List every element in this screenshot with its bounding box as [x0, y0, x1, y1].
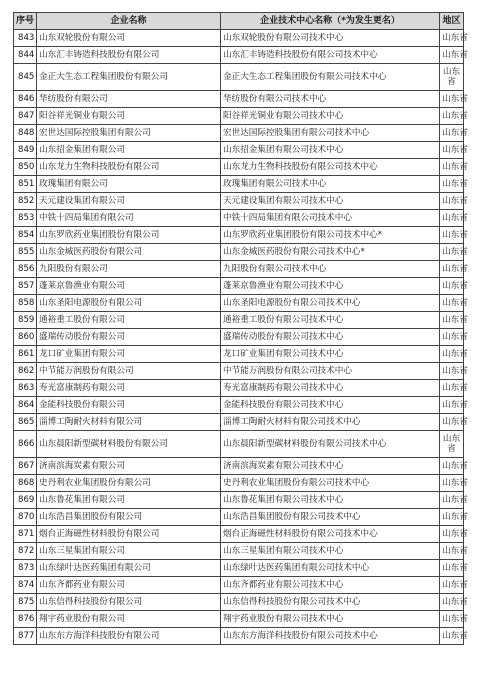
table-row	[14, 227, 464, 244]
table-row	[14, 261, 464, 278]
cell-region: 山东省	[440, 210, 464, 227]
table-row	[14, 142, 464, 159]
cell-company: 山东龙力生物科技股份有限公司	[37, 159, 221, 176]
table-row	[14, 628, 464, 645]
cell-region: 山东省	[440, 397, 464, 414]
cell-center: 中铁十四局集团有限公司技术中心	[221, 210, 440, 227]
cell-seq: 865	[14, 414, 37, 431]
cell-center: 山东罗欣药业集团股份有限公司技术中心*	[221, 227, 440, 244]
table-row	[14, 526, 464, 543]
table-row	[14, 30, 464, 47]
cell-seq: 859	[14, 312, 37, 329]
cell-center: 山东汇丰铸造科技股份有限公司技术中心	[221, 47, 440, 64]
cell-region: 山东省	[440, 475, 464, 492]
cell-seq: 849	[14, 142, 37, 159]
cell-region: 山东省	[440, 125, 464, 142]
cell-center: 天元建设集团有限公司技术中心	[221, 193, 440, 210]
cell-region: 山东省	[440, 380, 464, 397]
cell-center: 阳谷祥光铜业有限公司技术中心	[221, 108, 440, 125]
cell-company: 山东汇丰铸造科技股份有限公司	[37, 47, 221, 64]
cell-center: 山东绿叶达医药集团有限公司技术中心	[221, 560, 440, 577]
cell-company: 天元建设集团有限公司	[37, 193, 221, 210]
cell-seq: 864	[14, 397, 37, 414]
cell-company: 蓬莱京鲁渔业有限公司	[37, 278, 221, 295]
cell-company: 山东金城医药股份有限公司	[37, 244, 221, 261]
cell-region: 山东省	[440, 244, 464, 261]
table-row	[14, 312, 464, 329]
cell-center: 山东双轮股份有限公司技术中心	[221, 30, 440, 47]
cell-company: 龙口矿业集团有限公司	[37, 346, 221, 363]
cell-company: 山东双轮股份有限公司	[37, 30, 221, 47]
cell-center: 山东金城医药股份有限公司技术中心*	[221, 244, 440, 261]
table-row	[14, 560, 464, 577]
header-region: 地区	[440, 13, 464, 30]
cell-center: 山东招金集团有限公司技术中心	[221, 142, 440, 159]
cell-region: 山东省	[440, 431, 464, 458]
cell-company: 中节能万润股份有限公司	[37, 363, 221, 380]
cell-region: 山东省	[440, 30, 464, 47]
cell-company: 烟台正海磁性材料股份有限公司	[37, 526, 221, 543]
cell-company: 寿光富康制药有限公司	[37, 380, 221, 397]
cell-region: 山东省	[440, 159, 464, 176]
cell-region: 山东省	[440, 492, 464, 509]
cell-company: 山东浩昌集团股份有限公司	[37, 509, 221, 526]
cell-seq: 875	[14, 594, 37, 611]
cell-company: 济南滨海炭素有限公司	[37, 458, 221, 475]
cell-region: 山东省	[440, 526, 464, 543]
cell-region: 山东省	[440, 346, 464, 363]
table-row	[14, 295, 464, 312]
table-row	[14, 414, 464, 431]
cell-company: 通裕重工股份有限公司	[37, 312, 221, 329]
table-row	[14, 611, 464, 628]
cell-seq: 855	[14, 244, 37, 261]
cell-region: 山东省	[440, 509, 464, 526]
table-row	[14, 47, 464, 64]
cell-region: 山东省	[440, 47, 464, 64]
cell-seq: 856	[14, 261, 37, 278]
table-row	[14, 397, 464, 414]
cell-region: 山东省	[440, 295, 464, 312]
table-row	[14, 577, 464, 594]
cell-seq: 873	[14, 560, 37, 577]
table-row	[14, 475, 464, 492]
cell-company: 金能科技股份有限公司	[37, 397, 221, 414]
cell-center: 寿光富康制药有限公司技术中心	[221, 380, 440, 397]
cell-seq: 854	[14, 227, 37, 244]
cell-seq: 852	[14, 193, 37, 210]
cell-center: 通裕重工股份有限公司技术中心	[221, 312, 440, 329]
table-row	[14, 159, 464, 176]
cell-region: 山东省	[440, 577, 464, 594]
cell-seq: 869	[14, 492, 37, 509]
table-row	[14, 176, 464, 193]
header-seq: 序号	[14, 13, 37, 30]
cell-seq: 876	[14, 611, 37, 628]
cell-company: 史丹利农业集团股份有限公司	[37, 475, 221, 492]
cell-company: 山东齐都药业有限公司	[37, 577, 221, 594]
cell-company: 盛瑞传动股份有限公司	[37, 329, 221, 346]
cell-seq: 857	[14, 278, 37, 295]
table-row	[14, 125, 464, 142]
cell-seq: 860	[14, 329, 37, 346]
cell-company: 山东绿叶达医药集团有限公司	[37, 560, 221, 577]
cell-center: 九阳股份有限公司技术中心	[221, 261, 440, 278]
cell-center: 山东信得科技股份有限公司技术中心	[221, 594, 440, 611]
enterprise-table	[13, 12, 468, 645]
cell-region: 山东省	[440, 594, 464, 611]
table-row	[14, 91, 464, 108]
table-row	[14, 244, 464, 261]
cell-seq: 844	[14, 47, 37, 64]
cell-region: 山东省	[440, 176, 464, 193]
cell-company: 九阳股份有限公司	[37, 261, 221, 278]
cell-company: 山东招金集团有限公司	[37, 142, 221, 159]
cell-center: 翔宇药业股份有限公司技术中心	[221, 611, 440, 628]
cell-company: 山东鲁花集团有限公司	[37, 492, 221, 509]
table-row	[14, 278, 464, 295]
cell-company: 山东东方海洋科技股份有限公司	[37, 628, 221, 645]
table-row	[14, 210, 464, 227]
table-row	[14, 346, 464, 363]
cell-region: 山东省	[440, 458, 464, 475]
cell-seq: 851	[14, 176, 37, 193]
table-body	[14, 30, 468, 645]
cell-seq: 866	[14, 431, 37, 458]
cell-company: 山东信得科技股份有限公司	[37, 594, 221, 611]
table-row	[14, 458, 464, 475]
cell-seq: 847	[14, 108, 37, 125]
cell-seq: 872	[14, 543, 37, 560]
cell-company: 华纺股份有限公司	[37, 91, 221, 108]
cell-center: 盛瑞传动股份有限公司技术中心	[221, 329, 440, 346]
cell-region: 山东省	[440, 227, 464, 244]
cell-center: 济南滨海炭素有限公司技术中心	[221, 458, 440, 475]
cell-center: 金正大生态工程集团股份有限公司技术中心	[221, 64, 440, 91]
header-center: 企业技术中心名称（*为发生更名）	[221, 13, 440, 30]
cell-center: 淄博工陶耐火材料有限公司技术中心	[221, 414, 440, 431]
cell-company: 翔宇药业股份有限公司	[37, 611, 221, 628]
cell-seq: 870	[14, 509, 37, 526]
cell-region: 山东省	[440, 628, 464, 645]
cell-center: 山东齐都药业有限公司技术中心	[221, 577, 440, 594]
cell-region: 山东省	[440, 611, 464, 628]
cell-center: 山东圣阳电源股份有限公司技术中心	[221, 295, 440, 312]
cell-region: 山东省	[440, 108, 464, 125]
cell-center: 烟台正海磁性材料股份有限公司技术中心	[221, 526, 440, 543]
cell-center: 史丹利农业集团股份有限公司技术中心	[221, 475, 440, 492]
cell-seq: 853	[14, 210, 37, 227]
cell-center: 华纺股份有限公司技术中心	[221, 91, 440, 108]
cell-seq: 871	[14, 526, 37, 543]
table-row	[14, 543, 464, 560]
cell-center: 山东东方海洋科技股份有限公司技术中心	[221, 628, 440, 645]
cell-region: 山东省	[440, 329, 464, 346]
cell-seq: 877	[14, 628, 37, 645]
cell-seq: 845	[14, 64, 37, 91]
cell-company: 金正大生态工程集团股份有限公司	[37, 64, 221, 91]
cell-seq: 858	[14, 295, 37, 312]
cell-region: 山东省	[440, 312, 464, 329]
cell-seq: 843	[14, 30, 37, 47]
cell-center: 龙口矿业集团有限公司技术中心	[221, 346, 440, 363]
cell-region: 山东省	[440, 142, 464, 159]
cell-center: 山东浩昌集团股份有限公司技术中心	[221, 509, 440, 526]
cell-seq: 850	[14, 159, 37, 176]
table-row	[14, 363, 464, 380]
cell-region: 山东省	[440, 91, 464, 108]
cell-center: 山东鲁花集团有限公司技术中心	[221, 492, 440, 509]
table-row	[14, 193, 464, 210]
header-row	[14, 13, 464, 30]
table-row	[14, 64, 464, 91]
cell-region: 山东省	[440, 261, 464, 278]
cell-seq: 848	[14, 125, 37, 142]
cell-region: 山东省	[440, 560, 464, 577]
cell-company: 山东圣阳电源股份有限公司	[37, 295, 221, 312]
cell-company: 山东罗欣药业集团股份有限公司	[37, 227, 221, 244]
cell-center: 宏世达国际控股集团有限公司技术中心	[221, 125, 440, 142]
cell-seq: 867	[14, 458, 37, 475]
cell-company: 阳谷祥光铜业有限公司	[37, 108, 221, 125]
cell-region: 山东省	[440, 193, 464, 210]
table-row	[14, 431, 464, 458]
cell-region: 山东省	[440, 543, 464, 560]
cell-company: 中铁十四局集团有限公司	[37, 210, 221, 227]
table-row	[14, 492, 464, 509]
cell-company: 玫瑰集团有限公司	[37, 176, 221, 193]
cell-region: 山东省	[440, 64, 464, 91]
cell-company: 宏世达国际控股集团有限公司	[37, 125, 221, 142]
cell-company: 淄博工陶耐火材料有限公司	[37, 414, 221, 431]
cell-seq: 874	[14, 577, 37, 594]
cell-seq: 863	[14, 380, 37, 397]
cell-center: 山东三星集团有限公司技术中心	[221, 543, 440, 560]
cell-region: 山东省	[440, 363, 464, 380]
cell-center: 玫瑰集团有限公司技术中心	[221, 176, 440, 193]
cell-seq: 862	[14, 363, 37, 380]
cell-center: 山东晨阳新型碳材料股份有限公司技术中心	[221, 431, 440, 458]
header-company: 企业名称	[37, 13, 221, 30]
cell-center: 山东龙力生物科技股份有限公司技术中心	[221, 159, 440, 176]
cell-seq: 868	[14, 475, 37, 492]
cell-region: 山东省	[440, 414, 464, 431]
cell-seq: 861	[14, 346, 37, 363]
cell-seq: 846	[14, 91, 37, 108]
table-row	[14, 380, 464, 397]
cell-center: 蓬莱京鲁渔业有限公司技术中心	[221, 278, 440, 295]
cell-center: 金能科技股份有限公司技术中心	[221, 397, 440, 414]
cell-company: 山东三星集团有限公司	[37, 543, 221, 560]
table-row	[14, 594, 464, 611]
cell-center: 中节能万润股份有限公司技术中心	[221, 363, 440, 380]
table-row	[14, 329, 464, 346]
cell-company: 山东晨阳新型碳材料股份有限公司	[37, 431, 221, 458]
cell-region: 山东省	[440, 278, 464, 295]
table-row	[14, 509, 464, 526]
table-row	[14, 108, 464, 125]
